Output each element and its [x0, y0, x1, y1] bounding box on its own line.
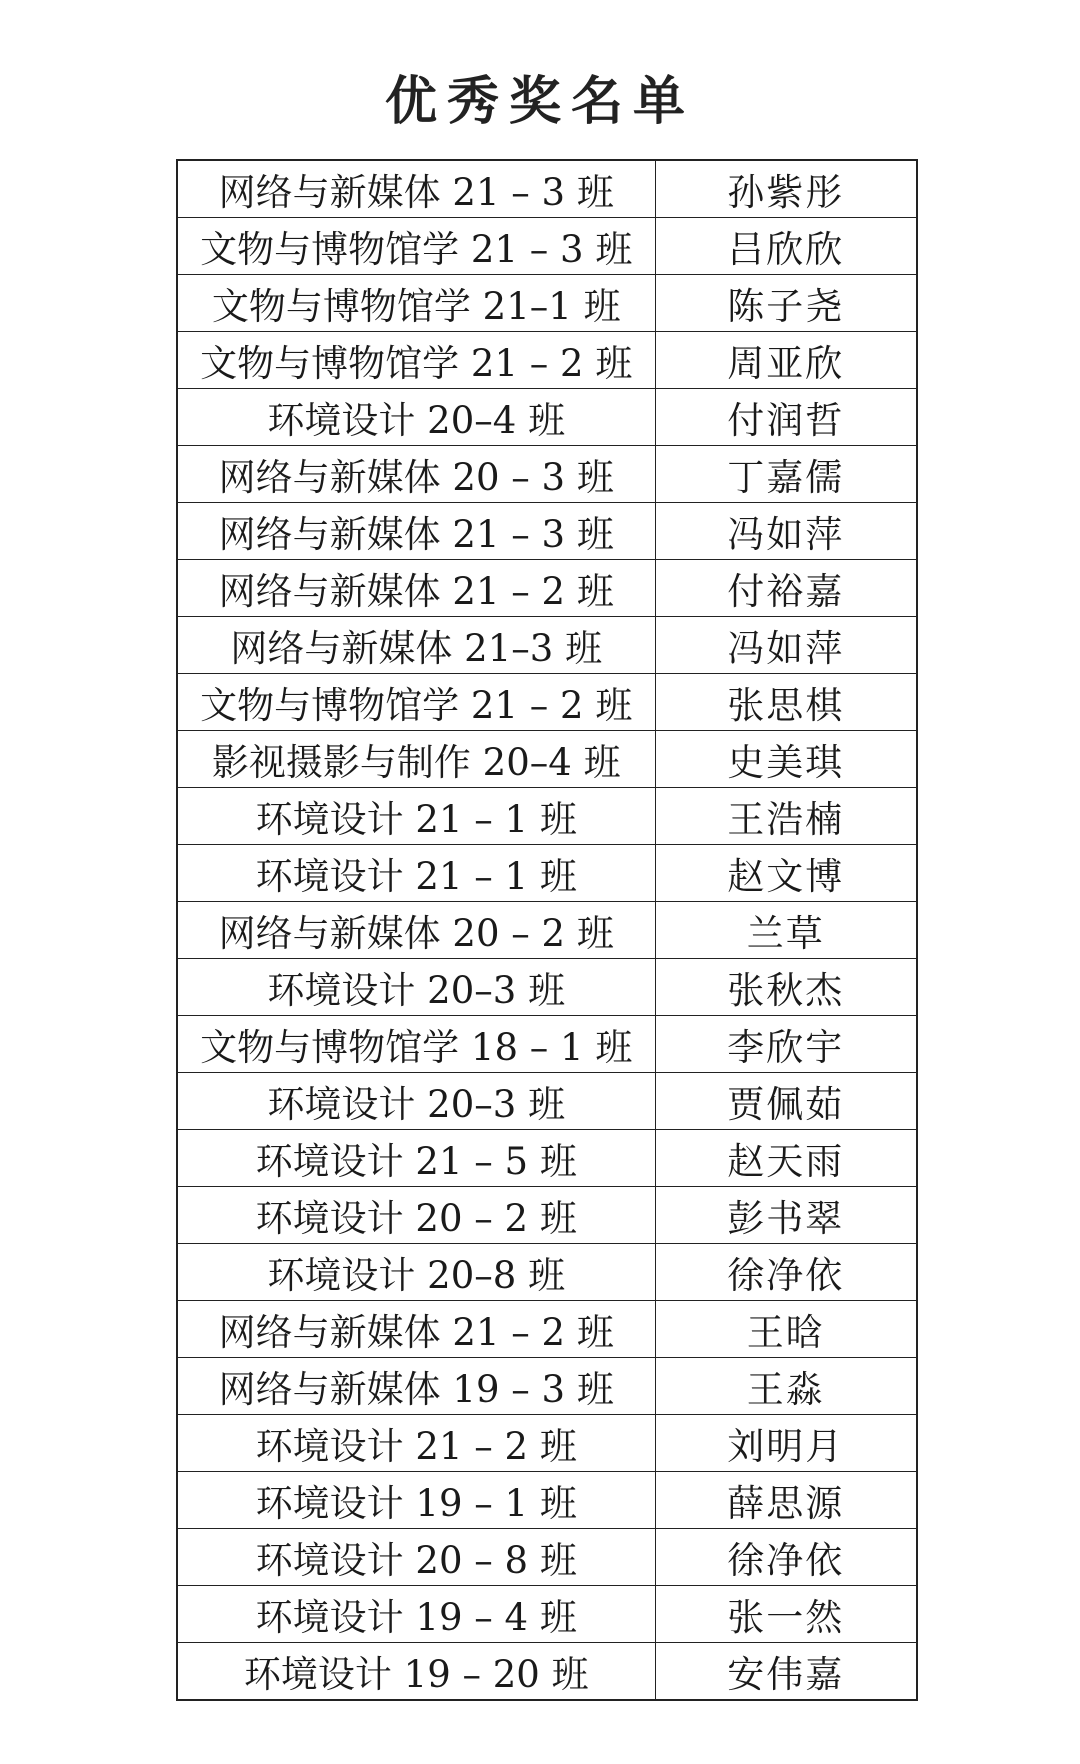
student-name-cell: 王淼 — [655, 1358, 917, 1415]
student-name-cell: 陈子尧 — [655, 275, 917, 332]
table-row — [177, 845, 917, 902]
class-cell: 文物与博物馆学 21 – 3 班 — [177, 218, 655, 275]
table-row — [177, 160, 917, 218]
table-row — [177, 1130, 917, 1187]
class-cell: 文物与博物馆学 21 – 2 班 — [177, 674, 655, 731]
table-row — [177, 1073, 917, 1130]
table-row — [177, 389, 917, 446]
table-row — [177, 902, 917, 959]
table-row — [177, 1244, 917, 1301]
class-cell: 网络与新媒体 20 – 3 班 — [177, 446, 655, 503]
table-row — [177, 503, 917, 560]
student-name-cell: 兰草 — [655, 902, 917, 959]
table-row — [177, 1415, 917, 1472]
table-row — [177, 218, 917, 275]
student-name-cell: 冯如萍 — [655, 503, 917, 560]
table-row — [177, 1643, 917, 1701]
student-name-cell: 付润哲 — [655, 389, 917, 446]
table-row — [177, 560, 917, 617]
class-cell: 网络与新媒体 19 – 3 班 — [177, 1358, 655, 1415]
table-row — [177, 1187, 917, 1244]
student-name-cell: 周亚欣 — [655, 332, 917, 389]
student-name-cell: 赵天雨 — [655, 1130, 917, 1187]
table-row — [177, 1016, 917, 1073]
class-cell: 网络与新媒体 21 – 2 班 — [177, 560, 655, 617]
student-name-cell: 孙紫彤 — [655, 160, 917, 218]
student-name-cell: 徐净依 — [655, 1529, 917, 1586]
student-name-cell: 薛思源 — [655, 1472, 917, 1529]
class-cell: 环境设计 20–8 班 — [177, 1244, 655, 1301]
student-name-cell: 徐净依 — [655, 1244, 917, 1301]
table-row — [177, 788, 917, 845]
class-cell: 环境设计 20 – 8 班 — [177, 1529, 655, 1586]
student-name-cell: 李欣宇 — [655, 1016, 917, 1073]
table-row — [177, 275, 917, 332]
student-name-cell: 张一然 — [655, 1586, 917, 1643]
student-name-cell: 丁嘉儒 — [655, 446, 917, 503]
table-row — [177, 1529, 917, 1586]
award-list-body — [177, 160, 917, 1700]
table-row — [177, 1358, 917, 1415]
class-cell: 环境设计 19 – 4 班 — [177, 1586, 655, 1643]
class-cell: 文物与博物馆学 21–1 班 — [177, 275, 655, 332]
class-cell: 环境设计 21 – 1 班 — [177, 845, 655, 902]
student-name-cell: 吕欣欣 — [655, 218, 917, 275]
table-row — [177, 1472, 917, 1529]
table-row — [177, 1586, 917, 1643]
student-name-cell: 史美琪 — [655, 731, 917, 788]
class-cell: 环境设计 21 – 2 班 — [177, 1415, 655, 1472]
student-name-cell: 张秋杰 — [655, 959, 917, 1016]
class-cell: 环境设计 21 – 5 班 — [177, 1130, 655, 1187]
student-name-cell: 冯如萍 — [655, 617, 917, 674]
table-row — [177, 332, 917, 389]
class-cell: 环境设计 20–3 班 — [177, 959, 655, 1016]
student-name-cell: 张思棋 — [655, 674, 917, 731]
class-cell: 影视摄影与制作 20–4 班 — [177, 731, 655, 788]
class-cell: 文物与博物馆学 21 – 2 班 — [177, 332, 655, 389]
student-name-cell: 安伟嘉 — [655, 1643, 917, 1701]
class-cell: 文物与博物馆学 18 – 1 班 — [177, 1016, 655, 1073]
class-cell: 环境设计 19 – 20 班 — [177, 1643, 655, 1701]
table-row — [177, 674, 917, 731]
student-name-cell: 贾佩茹 — [655, 1073, 917, 1130]
class-cell: 环境设计 21 – 1 班 — [177, 788, 655, 845]
table-row — [177, 446, 917, 503]
student-name-cell: 王晗 — [655, 1301, 917, 1358]
class-cell: 网络与新媒体 21 – 3 班 — [177, 503, 655, 560]
student-name-cell: 赵文博 — [655, 845, 917, 902]
class-cell: 环境设计 20–3 班 — [177, 1073, 655, 1130]
student-name-cell: 王浩楠 — [655, 788, 917, 845]
table-row — [177, 959, 917, 1016]
page-title: 优秀奖名单 — [384, 72, 695, 132]
award-list-table — [176, 159, 918, 1701]
student-name-cell: 彭书翠 — [655, 1187, 917, 1244]
class-cell: 网络与新媒体 20 – 2 班 — [177, 902, 655, 959]
student-name-cell: 刘明月 — [655, 1415, 917, 1472]
student-name-cell: 付裕嘉 — [655, 560, 917, 617]
class-cell: 网络与新媒体 21 – 2 班 — [177, 1301, 655, 1358]
class-cell: 环境设计 20–4 班 — [177, 389, 655, 446]
class-cell: 网络与新媒体 21 – 3 班 — [177, 160, 655, 218]
table-row — [177, 731, 917, 788]
class-cell: 环境设计 19 – 1 班 — [177, 1472, 655, 1529]
table-row — [177, 1301, 917, 1358]
class-cell: 网络与新媒体 21–3 班 — [177, 617, 655, 674]
class-cell: 环境设计 20 – 2 班 — [177, 1187, 655, 1244]
table-row — [177, 617, 917, 674]
